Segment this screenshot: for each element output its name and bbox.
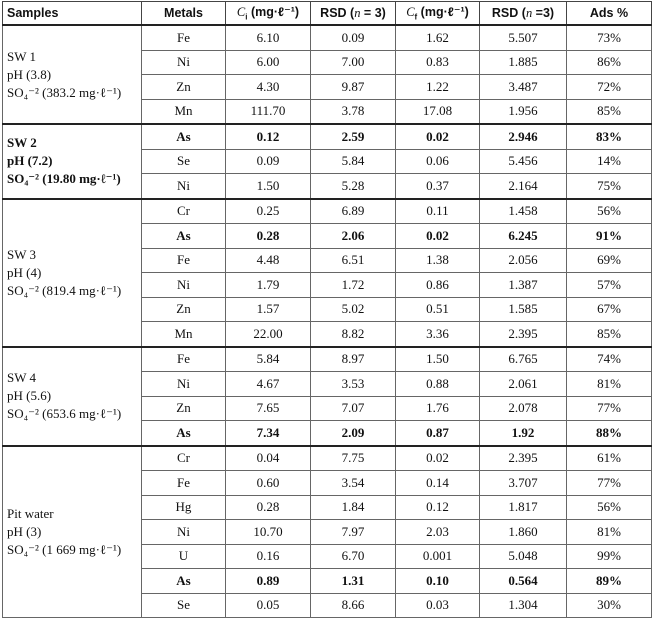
metal-cell: Ni	[142, 520, 226, 545]
ads-cell: 85%	[567, 322, 652, 347]
rsd-final-cell: 5.048	[480, 544, 567, 569]
rsd-final-cell: 2.164	[480, 174, 567, 199]
cf-cell: 3.36	[396, 322, 480, 347]
cf-cell: 0.88	[396, 372, 480, 397]
ci-cell: 111.70	[226, 99, 311, 124]
rsd-initial-cell: 7.00	[311, 50, 396, 75]
metal-cell: Se	[142, 593, 226, 618]
metal-cell: Ni	[142, 50, 226, 75]
ads-cell: 81%	[567, 372, 652, 397]
sample-line: pH (3)	[7, 523, 42, 539]
ci-cell: 0.09	[226, 149, 311, 174]
sample-line: SO₄⁻² (19.80 mg·ℓ⁻¹)	[7, 171, 121, 187]
metal-cell: Cr	[142, 446, 226, 471]
rsd-initial-cell: 6.70	[311, 544, 396, 569]
metal-cell: Zn	[142, 297, 226, 322]
adsorption-results-table	[2, 1, 652, 618]
ads-cell: 67%	[567, 297, 652, 322]
rsd-final-cell: 3.487	[480, 75, 567, 100]
metal-cell: U	[142, 544, 226, 569]
rsd-final-cell: 2.395	[480, 322, 567, 347]
sample-line: SW 1	[7, 48, 37, 64]
cf-cell: 0.87	[396, 421, 480, 446]
sample-line: Pit water	[7, 505, 54, 521]
rsd-final-cell: 5.507	[480, 25, 567, 50]
sample-cell	[3, 25, 142, 124]
ads-cell: 86%	[567, 50, 652, 75]
rsd-initial-cell: 6.89	[311, 199, 396, 224]
table-row	[3, 25, 652, 50]
metal-cell: Hg	[142, 495, 226, 520]
col-header-metals: Metals	[142, 2, 226, 26]
metal-cell: Mn	[142, 322, 226, 347]
ci-cell: 1.79	[226, 273, 311, 298]
ci-cell: 7.65	[226, 396, 311, 421]
col-header-ads-percent: Ads %	[567, 2, 652, 26]
metal-cell: Ni	[142, 372, 226, 397]
rsd-initial-cell: 2.09	[311, 421, 396, 446]
metal-cell: As	[142, 421, 226, 446]
metal-cell: Mn	[142, 99, 226, 124]
ci-cell: 1.50	[226, 174, 311, 199]
sample-line: SO₄⁻² (653.6 mg·ℓ⁻¹)	[7, 406, 122, 421]
cf-cell: 1.50	[396, 347, 480, 372]
rsd-initial-cell: 3.54	[311, 471, 396, 496]
sample-line: pH (5.6)	[7, 388, 52, 403]
ads-cell: 57%	[567, 273, 652, 298]
rsd-final-cell: 3.707	[480, 471, 567, 496]
sample-cell	[3, 124, 142, 199]
rsd-initial-cell: 1.72	[311, 273, 396, 298]
table-body	[3, 25, 652, 618]
ci-cell: 0.89	[226, 569, 311, 594]
sample-cell	[3, 446, 142, 618]
ci-cell: 6.00	[226, 50, 311, 75]
rsd-final-cell: 6.765	[480, 347, 567, 372]
ci-cell: 0.16	[226, 544, 311, 569]
metal-cell: Cr	[142, 199, 226, 224]
rsd-initial-cell: 6.51	[311, 248, 396, 273]
ads-cell: 83%	[567, 124, 652, 149]
sample-line: SO₄⁻² (383.2 mg·ℓ⁻¹)	[7, 84, 122, 100]
metal-cell: Fe	[142, 248, 226, 273]
sample-line: SO₄⁻² (1 669 mg·ℓ⁻¹)	[7, 541, 122, 557]
sample-line: SW 2	[7, 135, 37, 151]
rsd-final-cell: 0.564	[480, 569, 567, 594]
rsd-initial-cell: 9.87	[311, 75, 396, 100]
sample-line: pH (3.8)	[7, 66, 52, 82]
rsd-final-cell: 1.585	[480, 297, 567, 322]
rsd-initial-cell: 7.07	[311, 396, 396, 421]
sample-cell	[3, 199, 142, 347]
cf-cell: 0.001	[396, 544, 480, 569]
ci-cell: 0.28	[226, 495, 311, 520]
metal-cell: As	[142, 124, 226, 149]
ci-cell: 5.84	[226, 347, 311, 372]
rsd-initial-cell: 5.84	[311, 149, 396, 174]
metal-cell: Zn	[142, 396, 226, 421]
cf-cell: 0.12	[396, 495, 480, 520]
ci-cell: 4.30	[226, 75, 311, 100]
rsd-initial-cell: 3.78	[311, 99, 396, 124]
rsd-initial-cell: 7.97	[311, 520, 396, 545]
ads-cell: 88%	[567, 421, 652, 446]
metal-cell: Fe	[142, 471, 226, 496]
ads-cell: 73%	[567, 25, 652, 50]
metal-cell: Ni	[142, 273, 226, 298]
rsd-final-cell: 1.387	[480, 273, 567, 298]
cf-cell: 17.08	[396, 99, 480, 124]
ads-cell: 89%	[567, 569, 652, 594]
ci-cell: 0.04	[226, 446, 311, 471]
ads-cell: 81%	[567, 520, 652, 545]
metal-cell: As	[142, 224, 226, 249]
rsd-final-cell: 2.061	[480, 372, 567, 397]
table-row	[3, 446, 652, 471]
ads-cell: 56%	[567, 199, 652, 224]
sample-line: SW 4	[7, 370, 37, 385]
ads-cell: 14%	[567, 149, 652, 174]
ads-cell: 85%	[567, 99, 652, 124]
table-row	[3, 347, 652, 372]
ci-cell: 10.70	[226, 520, 311, 545]
ads-cell: 30%	[567, 593, 652, 618]
table-row	[3, 124, 652, 149]
ci-cell: 0.60	[226, 471, 311, 496]
sample-line: pH (7.2)	[7, 153, 53, 169]
rsd-final-cell: 1.92	[480, 421, 567, 446]
rsd-initial-cell: 8.97	[311, 347, 396, 372]
rsd-initial-cell: 1.31	[311, 569, 396, 594]
rsd-final-cell: 2.395	[480, 446, 567, 471]
ci-cell: 1.57	[226, 297, 311, 322]
cf-cell: 0.83	[396, 50, 480, 75]
cf-cell: 1.62	[396, 25, 480, 50]
ci-cell: 22.00	[226, 322, 311, 347]
cf-cell: 1.76	[396, 396, 480, 421]
cf-cell: 0.37	[396, 174, 480, 199]
cf-cell: 0.06	[396, 149, 480, 174]
cf-cell: 0.51	[396, 297, 480, 322]
cf-cell: 0.86	[396, 273, 480, 298]
ci-cell: 0.05	[226, 593, 311, 618]
col-header-ci: $C_i$ (mg·ℓ⁻¹)	[226, 2, 311, 26]
metal-cell: Fe	[142, 25, 226, 50]
ads-cell: 56%	[567, 495, 652, 520]
rsd-initial-cell: 7.75	[311, 446, 396, 471]
ci-cell: 0.12	[226, 124, 311, 149]
cf-cell: 0.11	[396, 199, 480, 224]
cf-cell: 1.38	[396, 248, 480, 273]
rsd-final-cell: 1.956	[480, 99, 567, 124]
ci-cell: 0.28	[226, 224, 311, 249]
ads-cell: 75%	[567, 174, 652, 199]
sample-line: SW 3	[7, 246, 37, 262]
rsd-final-cell: 2.946	[480, 124, 567, 149]
rsd-final-cell: 1.817	[480, 495, 567, 520]
rsd-initial-cell: 2.59	[311, 124, 396, 149]
col-header-rsd-final: RSD (n =3)	[480, 2, 567, 26]
ads-cell: 61%	[567, 446, 652, 471]
rsd-initial-cell: 5.02	[311, 297, 396, 322]
metal-cell: Se	[142, 149, 226, 174]
header-row	[3, 2, 652, 26]
rsd-final-cell: 5.456	[480, 149, 567, 174]
ads-cell: 99%	[567, 544, 652, 569]
ads-cell: 91%	[567, 224, 652, 249]
cf-cell: 2.03	[396, 520, 480, 545]
col-header-cf: $C_f$ (mg·ℓ⁻¹)	[396, 2, 480, 26]
rsd-final-cell: 1.304	[480, 593, 567, 618]
rsd-initial-cell: 5.28	[311, 174, 396, 199]
ci-cell: 0.25	[226, 199, 311, 224]
ads-cell: 72%	[567, 75, 652, 100]
rsd-final-cell: 6.245	[480, 224, 567, 249]
rsd-initial-cell: 0.09	[311, 25, 396, 50]
table-row	[3, 199, 652, 224]
ads-cell: 77%	[567, 471, 652, 496]
rsd-final-cell: 2.056	[480, 248, 567, 273]
cf-cell: 0.10	[396, 569, 480, 594]
cf-cell: 0.03	[396, 593, 480, 618]
metal-cell: Fe	[142, 347, 226, 372]
ci-cell: 7.34	[226, 421, 311, 446]
rsd-final-cell: 1.860	[480, 520, 567, 545]
rsd-initial-cell: 8.82	[311, 322, 396, 347]
col-header-rsd-initial: RSD (n = 3)	[311, 2, 396, 26]
sample-cell	[3, 347, 142, 446]
ads-cell: 77%	[567, 396, 652, 421]
sample-line: pH (4)	[7, 264, 42, 280]
rsd-final-cell: 1.885	[480, 50, 567, 75]
rsd-initial-cell: 8.66	[311, 593, 396, 618]
metal-cell: Ni	[142, 174, 226, 199]
cf-cell: 0.02	[396, 224, 480, 249]
ci-cell: 4.48	[226, 248, 311, 273]
rsd-initial-cell: 2.06	[311, 224, 396, 249]
rsd-final-cell: 1.458	[480, 199, 567, 224]
cf-cell: 1.22	[396, 75, 480, 100]
ads-cell: 74%	[567, 347, 652, 372]
rsd-final-cell: 2.078	[480, 396, 567, 421]
col-header-samples: Samples	[3, 2, 142, 26]
cf-cell: 0.14	[396, 471, 480, 496]
ads-cell: 69%	[567, 248, 652, 273]
rsd-initial-cell: 1.84	[311, 495, 396, 520]
ci-cell: 4.67	[226, 372, 311, 397]
ci-cell: 6.10	[226, 25, 311, 50]
cf-cell: 0.02	[396, 446, 480, 471]
metal-cell: As	[142, 569, 226, 594]
rsd-initial-cell: 3.53	[311, 372, 396, 397]
metal-cell: Zn	[142, 75, 226, 100]
cf-cell: 0.02	[396, 124, 480, 149]
sample-line: SO₄⁻² (819.4 mg·ℓ⁻¹)	[7, 282, 122, 298]
